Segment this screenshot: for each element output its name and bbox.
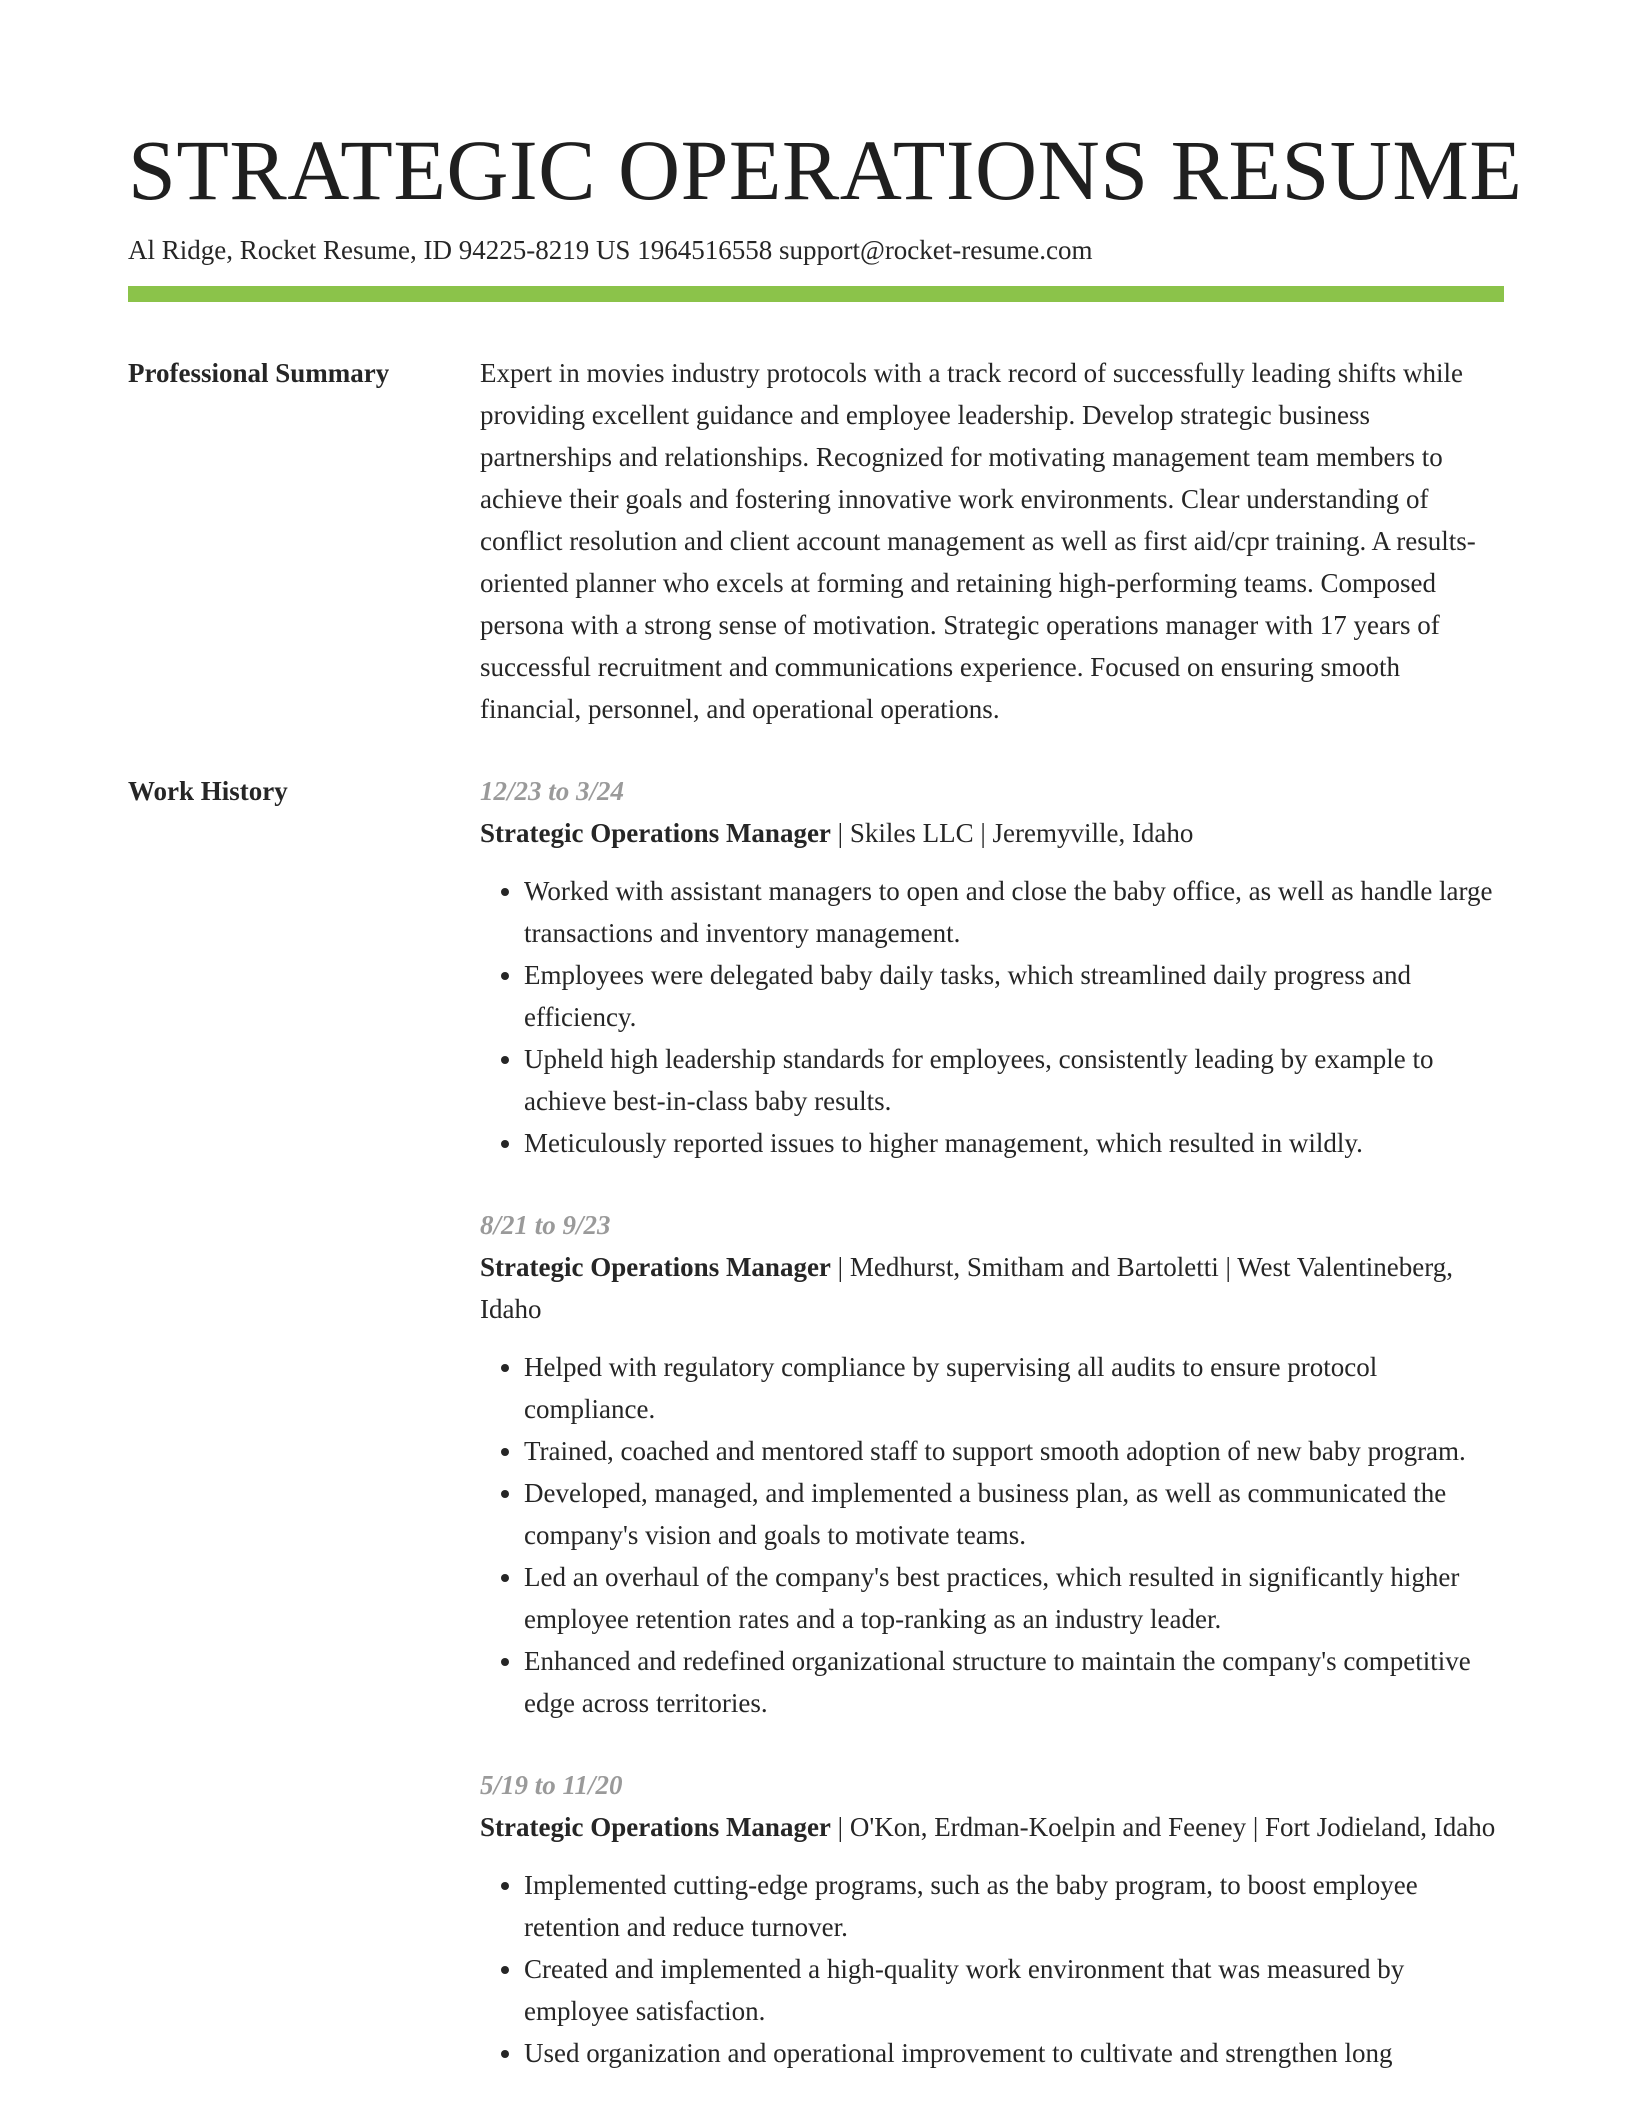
contact-address: Al Ridge, Rocket Resume, ID 94225-8219 US bbox=[128, 235, 631, 265]
header-divider bbox=[128, 286, 1504, 302]
job-bullet-list bbox=[480, 870, 1504, 1164]
contact-line bbox=[128, 230, 1504, 270]
job-company-location: | Skiles LLC | Jeremyville, Idaho bbox=[830, 818, 1194, 848]
job-dates: 12/23 to 3/24 bbox=[480, 776, 625, 806]
contact-email: support@rocket-resume.com bbox=[778, 235, 1093, 265]
job-bullet: • Helped with regulatory compliance by supervising all audits to ensure protocol compliance. bbox=[524, 1346, 1504, 1430]
job-dates: 5/19 to 11/20 bbox=[480, 1770, 623, 1800]
job-heading bbox=[480, 1806, 1504, 1848]
professional-summary-section bbox=[128, 352, 1504, 730]
work-history-section bbox=[128, 770, 1504, 2114]
job-bullet-list bbox=[480, 1346, 1504, 1724]
job-bullet: • Implemented cutting-edge programs, such as the baby program, to boost employee retention and reduce turnover. bbox=[524, 1864, 1504, 1948]
summary-body bbox=[480, 352, 1504, 730]
job-company-location: | O'Kon, Erdman-Koelpin and Feeney | Fort Jodieland, Idaho bbox=[830, 1812, 1496, 1842]
job-bullet: • Enhanced and redefined organizational structure to maintain the company's competitive edge across territories. bbox=[524, 1640, 1504, 1724]
job-company-location: | Medhurst, Smitham and Bartoletti | West Valentineberg, Idaho bbox=[480, 1252, 1453, 1324]
job-entry bbox=[480, 1204, 1504, 1724]
job-bullet: • Meticulously reported issues to higher management, which resulted in wildly. bbox=[524, 1122, 1504, 1164]
job-title: Strategic Operations Manager bbox=[480, 1252, 831, 1282]
section-heading-work-history: Work History bbox=[128, 776, 288, 806]
work-history-body bbox=[480, 770, 1504, 2114]
job-bullet: • Employees were delegated baby daily tasks, which streamlined daily progress and efficiency. bbox=[524, 954, 1504, 1038]
job-bullet: • Developed, managed, and implemented a business plan, as well as communicated the company's vision and goals to motivate teams. bbox=[524, 1472, 1504, 1556]
summary-text: Expert in movies industry protocols with a track record of successfully leading shifts while providing excellent guidance and employee leadership. Develop strategic business partnerships and relationships. Recognized for motivating management team members to achieve their goals and fostering innovative work environments. Clear understanding of conflict resolution and client account management as well as first aid/cpr training. A results-oriented planner who excels at forming and retaining high-performing teams. Composed persona with a strong sense of motivation. Strategic operations manager with 17 years of successful recruitment and communications experience. Focused on ensuring smooth financial, personnel, and operational operations. bbox=[480, 358, 1476, 724]
job-bullet: • Trained, coached and mentored staff to support smooth adoption of new baby program. bbox=[524, 1430, 1504, 1472]
job-bullet: • Upheld high leadership standards for employees, consistently leading by example to achieve best-in-class baby results. bbox=[524, 1038, 1504, 1122]
contact-phone: 1964516558 bbox=[637, 235, 773, 265]
job-heading bbox=[480, 1246, 1504, 1330]
job-entry bbox=[480, 770, 1504, 1164]
job-title: Strategic Operations Manager bbox=[480, 818, 831, 848]
resume-page bbox=[128, 0, 1523, 2114]
resume-title: STRATEGIC OPERATIONS RESUME bbox=[128, 122, 1523, 218]
job-bullet: • Led an overhaul of the company's best practices, which resulted in significantly higher employee retention rates and a top-ranking as an industry leader. bbox=[524, 1556, 1504, 1640]
job-entry bbox=[480, 1764, 1504, 2074]
section-heading-summary: Professional Summary bbox=[128, 358, 390, 388]
job-bullet: • Used organization and operational improvement to cultivate and strengthen long bbox=[524, 2032, 1504, 2074]
job-heading bbox=[480, 812, 1504, 854]
job-bullet: • Created and implemented a high-quality work environment that was measured by employee satisfaction. bbox=[524, 1948, 1504, 2032]
job-bullet: • Worked with assistant managers to open and close the baby office, as well as handle large transactions and inventory management. bbox=[524, 870, 1504, 954]
job-title: Strategic Operations Manager bbox=[480, 1812, 831, 1842]
job-dates: 8/21 to 9/23 bbox=[480, 1210, 611, 1240]
job-bullet-list bbox=[480, 1864, 1504, 2074]
